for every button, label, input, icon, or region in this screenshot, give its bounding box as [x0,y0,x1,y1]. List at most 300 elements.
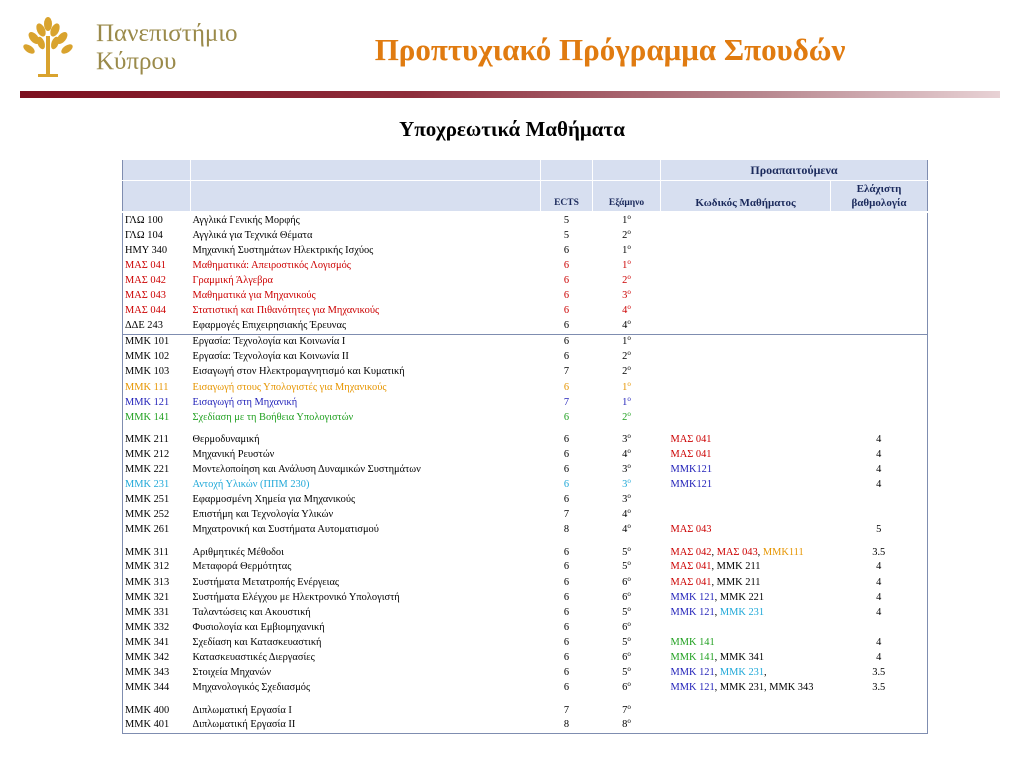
course-semester [593,620,661,635]
semester-ordinal: ο [627,318,631,327]
course-title: Μοντελοποίηση και Ανάλυση Δυναμικών Συστημάτων [192,463,421,475]
course-ects: 6 [563,682,570,694]
course-semester [593,304,661,319]
course-ects: 6 [563,576,570,588]
table-row [123,319,928,335]
semester-number: 1 [622,381,628,393]
course-title: Κατασκευαστικές Διεργασίες [192,651,315,663]
course-code: ΜΑΣ 043 [123,288,191,303]
course-title: Στατιστική και Πιθανότητες για Μηχανικούς [192,305,380,317]
course-code: ΜΜΚ 341 [123,635,191,650]
semester-number: 1 [622,336,628,348]
header-cell-blank [123,181,191,213]
semester-ordinal: ο [627,228,631,236]
prerequisite-code: ΜΜΚ121 [670,479,713,491]
courses-table-body [123,212,928,733]
prerequisite-code: ΜΑΣ 043 [670,524,712,536]
semester-number: 3 [622,434,628,446]
university-name [96,20,238,76]
prerequisite-codes [661,380,831,395]
semester-ordinal: ο [627,680,631,689]
course-code: ΜΑΣ 044 [123,304,191,319]
table-row [123,365,928,380]
min-grade [831,493,928,508]
min-grade [831,620,928,635]
min-grade: 3.5 [831,666,928,681]
prerequisite-codes [661,365,831,380]
min-grade: 4 [831,590,928,605]
prerequisite-code: , ΜΜΚ 211 [711,576,761,588]
course-title: Στοιχεία Μηχανών [192,667,272,679]
semester-number: 6 [622,651,628,663]
course-code: ΜΜΚ 261 [123,523,191,538]
prerequisite-codes [661,508,831,523]
semester-number: 5 [622,667,628,679]
semester-number: 3 [622,290,628,302]
course-semester [593,590,661,605]
min-grade: 3.5 [831,538,928,560]
prerequisite-code: ΜΜΚ 141 [670,651,715,663]
semester-ordinal: ο [627,395,631,403]
course-ects: 7 [563,509,570,521]
course-code: ΜΑΣ 042 [123,273,191,288]
min-grade: 4 [831,650,928,665]
prerequisite-code: ΜΜΚ 121 [670,682,715,694]
university-logo [22,14,252,80]
prerequisite-codes [661,334,831,350]
prerequisite-codes [661,523,831,538]
table-row [123,635,928,650]
header-cell-blank [123,160,191,181]
course-ects: 6 [563,320,570,332]
table-row [123,447,928,462]
course-code: ΔΔΕ 243 [123,319,191,335]
course-semester [593,273,661,288]
prerequisite-codes [661,447,831,462]
course-code: ΜΜΚ 343 [123,666,191,681]
course-semester [593,718,661,734]
course-ects: 8 [541,718,593,734]
min-grade [831,365,928,380]
course-code: ΜΜΚ 221 [123,462,191,477]
prerequisite-codes [661,605,831,620]
prerequisite-codes [661,666,831,681]
course-title: Σχεδίαση με τη Βοήθεια Υπολογιστών [192,411,354,423]
prerequisite-codes [661,425,831,447]
min-grade [831,410,928,425]
semester-ordinal: ο [627,635,631,643]
prerequisite-code: , ΜΜΚ 221 [714,591,765,603]
header-min-grade-line1: Ελάχιστη [856,183,902,195]
table-row [123,493,928,508]
semester-number: 1 [622,259,628,271]
course-semester [593,288,661,303]
semester-number: 5 [622,546,628,558]
course-title: Επιστήμη και Τεχνολογία Υλικών [192,509,334,521]
course-code: ΜΑΣ 041 [123,258,191,273]
semester-number: 1 [622,396,628,408]
table-row [123,666,928,681]
min-grade [831,228,928,243]
course-code: ΜΜΚ 102 [123,350,191,365]
header-cell-blank [191,160,541,181]
min-grade [831,273,928,288]
semester-number: 3 [622,479,628,491]
header-cell-blank [191,181,541,213]
course-ects: 6 [563,290,570,302]
course-title: Μαθηματικά: Απειροστικός Λογισμός [192,259,351,271]
table-row [123,304,928,319]
semester-number: 1 [622,214,628,226]
course-title: Μηχανική Ρευστών [192,448,275,460]
prerequisite-codes [661,590,831,605]
course-semester [593,478,661,493]
prerequisite-codes [661,243,831,258]
course-title: Μεταφορά Θερμότητας [192,561,292,573]
prerequisite-codes [661,212,831,228]
prerequisite-code: ΜΜΚ 231 [719,667,765,679]
semester-ordinal: ο [627,492,631,501]
prerequisite-code: ΜΜΚ 121 [670,591,715,603]
course-title: Αριθμητικές Μέθοδοι [192,546,284,558]
table-row [123,560,928,575]
course-code: ΜΜΚ 344 [123,681,191,696]
table-row [123,620,928,635]
course-code: ΜΜΚ 103 [123,365,191,380]
prerequisite-code: ΜΑΣ 042 [670,546,712,558]
semester-number: 6 [622,682,628,694]
course-ects: 6 [563,546,570,558]
prerequisite-codes [661,696,831,718]
semester-ordinal: ο [627,432,631,441]
course-code: ΜΜΚ 331 [123,605,191,620]
semester-ordinal: ο [627,544,631,553]
course-code: ΜΜΚ 101 [123,334,191,350]
course-semester [593,395,661,410]
min-grade [831,212,928,228]
semester-ordinal: ο [627,273,631,281]
course-ects: 7 [563,396,570,408]
course-title: Συστήματα Ελέγχου με Ηλεκτρονικό Υπολογιστή [192,591,400,603]
course-ects: 6 [563,411,570,423]
course-title: Φυσιολογία και Εμβιομηχανική [192,621,325,633]
table-row [123,334,928,350]
table-row [123,478,928,493]
header-prereq-code: Κωδικός Μαθήματος [661,181,831,213]
course-code: ΜΜΚ 231 [123,478,191,493]
semester-ordinal: ο [627,258,631,266]
min-grade: 4 [831,447,928,462]
semester-ordinal: ο [627,717,631,726]
course-code: ΜΜΚ 312 [123,560,191,575]
prerequisite-codes [661,258,831,273]
course-code: ΜΜΚ 252 [123,508,191,523]
prerequisite-codes [661,350,831,365]
table-row [123,523,928,538]
table-header-row-group [123,160,928,181]
course-semester [593,380,661,395]
course-ects: 5 [563,214,570,226]
course-title: Εφαρμοσμένη Χημεία για Μηχανικούς [192,494,356,506]
course-ects: 6 [563,606,570,618]
semester-ordinal: ο [627,702,631,711]
prerequisite-codes [661,493,831,508]
prerequisite-code: ΜΜΚ 121 [670,606,715,618]
semester-ordinal: ο [627,447,631,455]
table-row [123,243,928,258]
course-semester [593,410,661,425]
course-ects: 5 [563,229,570,241]
course-ects: 6 [563,561,570,573]
prerequisite-codes [661,319,831,335]
course-ects: 6 [541,334,593,350]
course-title: Εργασία: Τεχνολογία και Κοινωνία ΙΙ [192,351,349,363]
table-row [123,288,928,303]
semester-number: 4 [622,448,628,460]
prerequisite-code: ΜΜΚ 121 [670,667,715,679]
semester-number: 2 [622,274,628,286]
course-ects: 6 [563,636,570,648]
min-grade [831,334,928,350]
semester-ordinal: ο [627,380,631,388]
semester-ordinal: ο [627,559,631,568]
prerequisite-codes [661,635,831,650]
semester-number: 1 [622,244,628,256]
course-title: Μηχατρονική και Συστήματα Αυτοματισμού [192,524,379,536]
course-code: ΜΜΚ 121 [123,395,191,410]
min-grade [831,350,928,365]
course-title: Εισαγωγή στη Μηχανική [192,396,298,408]
course-semester [593,228,661,243]
prerequisite-code: , [757,546,763,558]
course-semester [593,243,661,258]
course-ects: 6 [563,667,570,679]
table-row [123,718,928,734]
course-ects: 6 [563,244,570,256]
min-grade [831,696,928,718]
min-grade: 3.5 [831,681,928,696]
course-title: Μηχανολογικός Σχεδιασμός [192,682,311,694]
min-grade [831,380,928,395]
course-code: ΜΜΚ 401 [123,718,191,734]
prerequisite-codes [661,478,831,493]
prerequisite-codes [661,462,831,477]
table-row [123,258,928,273]
header-cell-blank [593,160,661,181]
min-grade [831,258,928,273]
prerequisite-code: ΜΑΣ 041 [670,561,712,573]
prerequisite-codes [661,620,831,635]
course-title: Συστήματα Μετατροπής Ενέργειας [192,576,340,588]
min-grade [831,395,928,410]
course-ects: 6 [563,381,570,393]
prerequisite-code: ΜΑΣ 041 [670,576,712,588]
university-name-line1: Πανεπιστήμιο [96,20,238,47]
semester-ordinal: ο [627,334,631,343]
semester-number: 2 [622,229,628,241]
prerequisite-codes [661,395,831,410]
header-divider [20,91,1000,98]
semester-ordinal: ο [627,620,631,628]
course-ects: 6 [563,274,570,286]
min-grade [831,718,928,734]
course-code: ΜΜΚ 251 [123,493,191,508]
semester-number: 3 [622,463,628,475]
semester-ordinal: ο [627,522,631,531]
prerequisite-codes [661,718,831,734]
course-code: ΜΜΚ 400 [123,696,191,718]
course-semester [593,447,661,462]
course-title: Θερμοδυναμική [192,434,260,446]
course-title: Εφαρμογές Επιχειρησιακής Έρευνας [192,320,347,332]
semester-number: 4 [622,320,628,332]
table-row [123,212,928,228]
semester-ordinal: ο [627,507,631,516]
prerequisite-codes [661,410,831,425]
table-row [123,508,928,523]
course-semester [593,508,661,523]
min-grade: 4 [831,560,928,575]
course-title: Εισαγωγή στους Υπολογιστές για Μηχανικούς [192,381,387,393]
semester-ordinal: ο [627,364,631,373]
prerequisite-code: ΜΑΣ 041 [670,434,712,446]
prerequisite-codes [661,273,831,288]
course-ects: 6 [563,591,570,603]
min-grade: 4 [831,425,928,447]
prerequisite-code: , ΜΜΚ 211 [711,561,761,573]
prerequisite-code: , [711,546,717,558]
semester-number: 2 [622,366,628,378]
courses-table [122,160,928,734]
course-code: ΜΜΚ 342 [123,650,191,665]
course-code: ΜΜΚ 332 [123,620,191,635]
semester-ordinal: ο [627,288,631,297]
course-code: ΜΜΚ 111 [123,380,191,395]
course-ects: 8 [563,524,570,536]
min-grade [831,319,928,335]
course-ects: 6 [563,621,570,633]
semester-ordinal: ο [627,410,631,418]
prerequisite-code: , ΜΜΚ 231, ΜΜΚ 343 [714,682,814,694]
course-semester [593,212,661,228]
course-ects: 6 [563,479,570,491]
table-row [123,350,928,365]
table-row [123,681,928,696]
min-grade [831,288,928,303]
course-code: ΜΜΚ 141 [123,410,191,425]
course-semester [593,681,661,696]
semester-ordinal: ο [627,574,631,583]
course-ects: 6 [563,434,570,446]
course-title: Αγγλικά για Τεχνικά Θέματα [192,229,313,241]
section-title: Υποχρεωτικά Μαθήματα [399,117,625,141]
semester-number: 7 [622,704,628,716]
header-prerequisites: Προαπαιτούμενα [661,160,928,181]
table-row [123,395,928,410]
prerequisite-codes [661,681,831,696]
semester-ordinal: ο [627,477,631,486]
header-cell-blank [541,160,593,181]
course-code: ΜΜΚ 211 [123,425,191,447]
semester-number: 2 [622,411,628,423]
table-row [123,538,928,560]
page-title: Προπτυχιακό Πρόγραμμα Σπουδών [374,32,846,67]
prerequisite-codes [661,560,831,575]
header-min-grade-line2: βαθμολογία [851,197,907,209]
header-semester: Εξάμηνο [593,181,661,213]
course-title: Γραμμική Άλγεβρα [192,274,274,286]
table-row [123,696,928,718]
course-semester [593,560,661,575]
course-title: Αντοχή Υλικών (ΠΠΜ 230) [192,479,310,491]
prerequisite-codes [661,575,831,590]
course-semester [593,666,661,681]
min-grade: 4 [831,462,928,477]
semester-ordinal: ο [627,650,631,658]
course-semester [593,365,661,380]
course-code: ΜΜΚ 212 [123,447,191,462]
min-grade: 4 [831,575,928,590]
course-title: Διπλωματική Εργασία Ι [192,704,292,716]
header-min-grade [831,181,928,213]
semester-ordinal: ο [627,303,631,312]
course-code: ΜΜΚ 321 [123,590,191,605]
course-title: Εργασία: Τεχνολογία και Κοινωνία Ι [191,334,541,350]
table-header-row [123,181,928,213]
course-title: Διπλωματική Εργασία ΙΙ [191,718,541,734]
course-code: ΜΜΚ 311 [123,538,191,560]
min-grade [831,243,928,258]
course-semester [593,575,661,590]
semester-number: 5 [622,561,628,573]
table-row [123,380,928,395]
course-code: ΓΛΩ 104 [123,228,191,243]
semester-ordinal: ο [627,349,631,358]
table-row [123,650,928,665]
prerequisite-code: , [714,606,720,618]
prerequisite-code: ΜΜΚ 141 [670,636,715,648]
min-grade [831,304,928,319]
prerequisite-code: ΜΜΚ 231 [719,606,765,618]
course-ects: 6 [563,463,570,475]
table-row [123,590,928,605]
table-row [123,575,928,590]
course-semester [593,523,661,538]
semester-number: 6 [622,591,628,603]
table-row [123,425,928,447]
semester-number: 5 [622,606,628,618]
semester-ordinal: ο [627,605,631,613]
course-title: Ταλαντώσεις και Ακουστική [192,606,311,618]
min-grade [831,508,928,523]
min-grade: 4 [831,605,928,620]
course-code: ΜΜΚ 313 [123,575,191,590]
prerequisite-codes [661,538,831,560]
semester-number: 8 [622,719,628,731]
semester-ordinal: ο [627,212,631,221]
course-title: Μηχανική Συστημάτων Ηλεκτρικής Ισχύος [192,244,374,256]
semester-ordinal: ο [627,243,631,251]
semester-number: 4 [622,305,628,317]
semester-number: 5 [622,636,628,648]
semester-ordinal: ο [627,462,631,470]
prerequisite-code: , ΜΜΚ 341 [714,651,765,663]
cypress-tree-logo-icon [22,16,74,78]
table-row [123,273,928,288]
prerequisite-codes [661,288,831,303]
course-title: Σχεδίαση και Κατασκευαστική [192,636,322,648]
course-semester [593,605,661,620]
